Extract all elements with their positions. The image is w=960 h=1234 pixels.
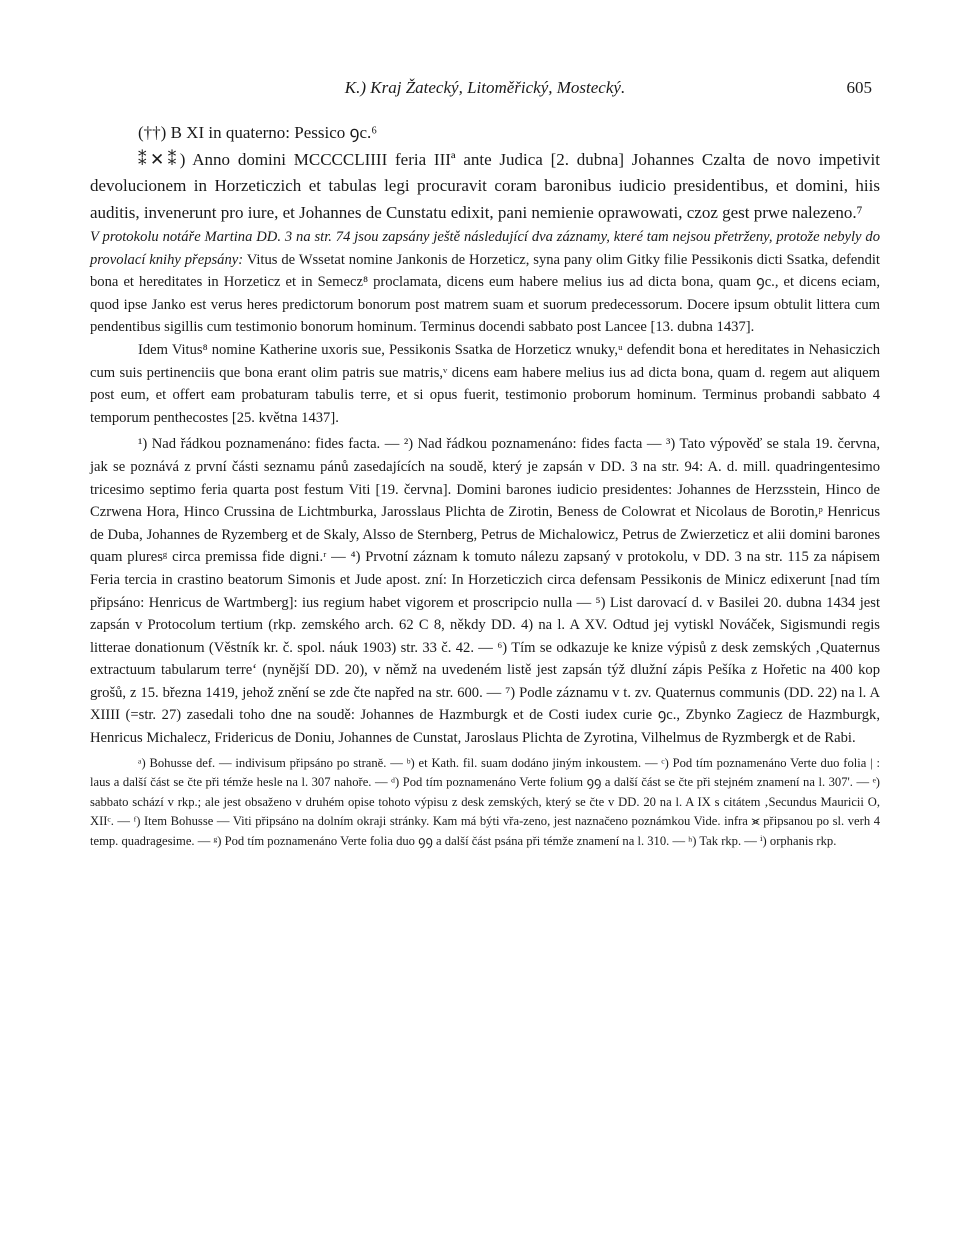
textual-variants (90, 754, 880, 852)
running-header (90, 78, 880, 108)
record-intro: V protokolu notáře Martina DD. 3 na str. 74 jsou zapsány ještě následující dva záznamy, které tam nejsou přetrženy, protože nebyly do provolací knihy přepsány: (90, 229, 880, 268)
footnotes (90, 433, 880, 749)
record-intro-and-first (90, 226, 880, 339)
footnotes-numbered: ¹) Nad řádkou poznamenáno: fides facta. — ²) Nad řádkou poznamenáno: fides facta — ³) Tato výpověď se stala 19. června, jak se poznává z první části seznamu pánů zasedajících na soudě, který je zapsán v DD. 3 na str. 94: A. d. mill. quadringentesimo tricesimo septimo feria quarta post festum Viti [19. června]. Domini barones iudicio presidentes: Johannes de Herzsstein, Hinco de Czrwena Hora, Hinco Crussina de Lichtmburka, Jarosslaus Plichta de Zirotin, Beness de Colowrat et Nicolaus de Borotin,ᵖ Henricus de Duba, Johannes de Ryzemberg et de Skaly, Alsso de Sternberg, Petrus de Michalowicz, Petrus de Zwierzeticz et alii domini barones quam pluresᵍ circa premissa fide digni.ʳ — ⁴) Prvotní záznam k tomuto nálezu zapsaný v protokolu, v DD. 3 na str. 115 za nápisem Feria tercia in crastino beatorum Simonis et Jude apost. zní: In Horzeticzich circa defensam Pessikonis de Minicz edixerunt [nad tím připsáno: Henricus de Wartmberg]: ius regium habet vigorem et proscripcio nulla — ⁵) List darovací d. v Basilei 20. dubna 1434 jest zapsán v Protocolum tertium (rkp. zemského arch. 62 C 8, někdy DD. 4) na l. A XV. Odtud jej vytiskl Nováček, Sigismundi regis litterae donationum (Věstník kr. č. spol. náuk 1903) str. 33 č. 42. — ⁶) Tím se odkazuje ke knize výpisů z desk zemských ‚Quaternus extractuum tabularum terre‘ (nynější DD. 20), v němž na uvedeném listě jest zapsán týž dlužní zápis Pešíka z Hořetic na 400 kop grošů, z 15. března 1419, jehož znění se zde čte napřed na str. 600. — ⁷) Podle záznamu v t. zv. Quaternus communis (DD. 22) na l. A XIIII (=str. 27) zasedali toho dne na soudě: Johannes de Hazmburgk et de Costi iudex curie ꝯc., Zbynko Zagiecz de Hazmburgk, Henricus Michalecz, Fridericus de Doniu, Johannes de Cunstat, Jaroslaus Plichta de Zyrotina, Vilhelmus de Ryzmbergk et de Rabi. (90, 436, 880, 747)
record-text-1: Vitus de Wssetat nomine Jankonis de Horzeticz, syna pany olim Gitky filie Pessikonis dicti Ssatka, defendit bona et hereditates in Horzeticz et in Semecz⁸ proclamata, dicens eum habere melius ius ad dicta bona, quam ꝯc., et dicens eciam, quod ipse Janko est verus heres predictorum bonorum post matrem suam et suorum predecessorum. Docere ipsum obtulit littera cum pendentibus sigillis cum testimonio bonorum hominum. Terminus docendi sabbato post Lancee [13. dubna 1437]. (90, 251, 880, 336)
document-page (90, 78, 880, 852)
source-line: (††) B XI in quaterno: Pessico ꝯc.⁶ (138, 123, 378, 142)
variant-notes: ᵃ) Bohusse def. — indivisum připsáno po straně. — ᵇ) et Kath. fil. suam dodáno jiným inkoustem. — ᶜ) Pod tím poznamenáno Verte duo folia | : laus a další část se čte při témže hesle na l. 307 nahoře. — ᵈ) Pod tím poznamenáno Verte folium ꝯꝯ a další část se čte při stejném znamení na l. 307'. — ᵉ) sabbato schází v rkp.; ale jest obsaženo v druhém opise tohoto výpisu z desk zemských, který se čte v DD. 20 na l. A IX s citátem ‚Secundus Mauricii O, XIIᶜ. — ᶠ) Item Bohusse — Viti připsáno na dolním okraji stránky. Kam má býti vřa-zeno, jest naznačeno poznámkou Vide. infra ⪤ připsanou po sl. verh 4 temp. quadragesime. — ᵍ) Pod tím poznamenáno Verte folia duo ꝯꝯ a další část psána při témže znamení na l. 310. — ʰ) Tak rkp. — ⁱ) orphanis rkp. (90, 755, 880, 849)
record-text-2: Idem Vitus⁸ nomine Katherine uxoris sue, Pessikonis Ssatka de Horzeticz wnuky,ᵘ defendit bona et hereditates in Nehasiczich cum suis pertinenciis que bona erant olim patris sue matris,ᵛ dicens eam habere melius ius ad dicta bona, quam d. regem aut aliquem post eum, et offert eam probaturam tabulis terre, et si opus fuerit, testimonio proborum hominum. Terminus probandi sabbato 4 temporum penthecostes [25. května 1437]. (90, 341, 880, 426)
protocol-records (90, 226, 880, 429)
page-number: 605 (846, 78, 872, 97)
court-entry: ⁑✕⁑) Anno domini MCCCCLIIII feria IIIª ante Judica [2. dubna] Johannes Czalta de novo impetivit devolucionem in Horzeticzich et tabulas legi procuravit coram baronibus iudicio presidentibus, et domini, hiis auditis, invenerunt pro iure, et Johannes de Cunstatu edixit, pani nemienie oprawowati, czoz gest prwe nalezeno.⁷ (90, 149, 880, 222)
main-text (90, 120, 880, 226)
running-title: K.) Kraj Žatecký, Litoměřický, Mostecký. (344, 78, 626, 97)
